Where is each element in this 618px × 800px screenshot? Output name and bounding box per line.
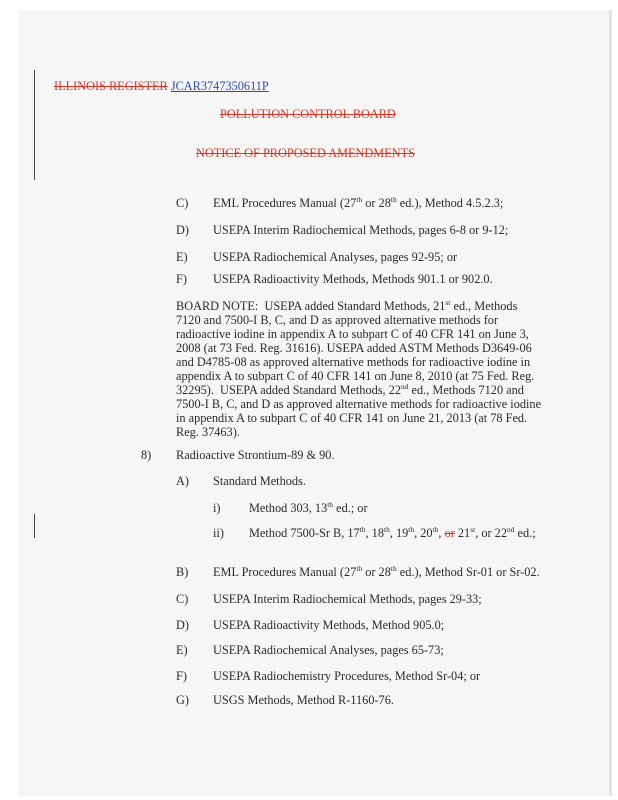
section-text: Radioactive Strontium-89 & 90. (176, 448, 335, 462)
register-header (54, 79, 269, 93)
page-edge-shadow (609, 10, 612, 796)
board-note-line: Reg. 37463). (176, 425, 240, 439)
list-item-label: A) (176, 474, 189, 488)
list-item-label: E) (176, 250, 188, 264)
change-bar-top (34, 70, 35, 180)
list-item-text: USEPA Interim Radiochemical Methods, pages 6-8 or 9-12; (213, 223, 509, 237)
list-item-label: F) (176, 272, 187, 286)
list-item-text: USEPA Radiochemical Analyses, pages 92-95; or (213, 250, 458, 264)
board-note-line: BOARD NOTE: USEPA added Standard Methods, 21st ed., Methods (176, 297, 518, 313)
list-item-label: C) (176, 592, 189, 606)
list-item-text: USEPA Radioactivity Methods, Methods 901.1 or 902.0. (213, 272, 493, 286)
sub-item-text: Method 303, 13th ed.; or (249, 499, 368, 515)
board-note (176, 299, 576, 439)
change-bar-bottom (34, 514, 35, 538)
jcar-code: JCAR3747350611P (170, 79, 269, 93)
board-note-line: in appendix A to subpart C of 40 CFR 141 on June 21, 2013 (at 78 Fed. (176, 411, 528, 425)
struck-word: or (444, 526, 455, 540)
board-note-line: 2008 (at 73 Fed. Reg. 31616). USEPA added ASTM Methods D3649-06 (176, 341, 532, 355)
board-note-line: appendix A to subpart C of 40 CFR 141 on June 8, 2010 (at 75 Fed. Reg. (176, 369, 535, 383)
board-note-line: radioactive iodine in appendix A to subpart C of 40 CFR 141 on June 3, (176, 327, 529, 341)
board-note-line: and D4785-08 as approved alternative methods for radioactive iodine in (176, 355, 531, 369)
list-item-label: F) (176, 669, 187, 683)
list-item-label: G) (176, 693, 189, 707)
list-item-text: USEPA Radiochemical Analyses, pages 65-73; (213, 643, 444, 657)
section-label: 8) (141, 448, 152, 462)
list-item-label: D) (176, 618, 189, 632)
register-title: ILLINOIS REGISTER (54, 79, 168, 93)
list-item-label: D) (176, 223, 189, 237)
list-item-text: USEPA Interim Radiochemical Methods, pages 29-33; (213, 592, 482, 606)
list-item-label: B) (176, 565, 189, 579)
list-item-text: Standard Methods. (213, 474, 306, 488)
board-note-line: 32295). USEPA added Standard Methods, 22nd ed., Methods 7120 and (176, 381, 524, 397)
list-item-label: C) (176, 196, 189, 210)
sub-item-label: ii) (213, 526, 224, 540)
sub-item-text: Method 7500-Sr B, 17th, 18th, 19th, 20th, or 21st, or 22nd ed.; (249, 524, 536, 540)
sub-item-label: i) (213, 501, 221, 515)
board-note-line: 7500-I B, C, and D as approved alternative methods for radioactive iodine (176, 397, 542, 411)
notice-title: NOTICE OF PROPOSED AMENDMENTS (196, 146, 415, 160)
list-item-text: USEPA Radiochemistry Procedures, Method Sr-04; or (213, 669, 481, 683)
list-item-text: EML Procedures Manual (27th or 28th ed.), Method 4.5.2.3; (213, 194, 504, 210)
list-item-text: EML Procedures Manual (27th or 28th ed.), Method Sr-01 or Sr-02. (213, 563, 540, 579)
list-item-label: E) (176, 643, 188, 657)
list-item-text: USEPA Radioactivity Methods, Method 905.0; (213, 618, 445, 632)
list-item-text: USGS Methods, Method R-1160-76. (213, 693, 394, 707)
board-note-line: 7120 and 7500-I B, C, and D as approved alternative methods for (176, 313, 499, 327)
board-title: POLLUTION CONTROL BOARD (220, 107, 396, 121)
